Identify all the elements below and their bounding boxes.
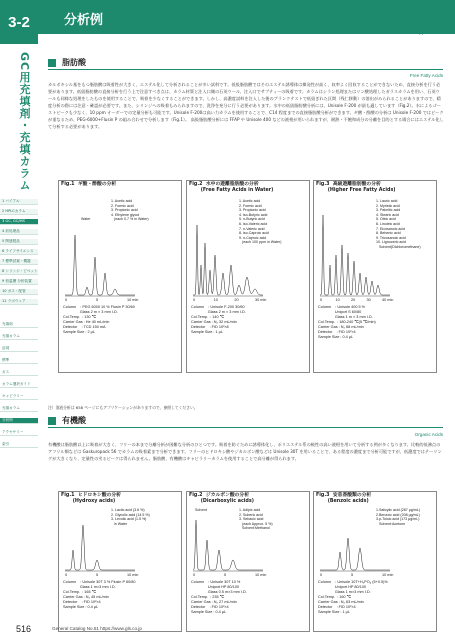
square-icon [48,417,56,425]
x-tick-label: 30 min [255,298,267,302]
sidebar-item[interactable]: 3 GC, GC/MS [0,219,38,225]
solvent-label: Solvent [195,508,207,512]
peak-list: 1. Lactic acid (3.6 %) 2. Glycolic acid (14.5 %) 3. Levulic acid (1.5 %) in Water [111,508,150,526]
page-number: 516 [16,624,32,634]
x-tick-label: 10 min [382,573,394,577]
conditions: Column : PEG 6000 10 % Flusin P 30/60 Glass 2 m × 3 mm I.D. Col.Temp. : 130 ℃ Carrier Gas : He 40 mL/min Detector : TCD 150 mA Sample Size : 2 μL [63,305,135,334]
water-label: Water [81,217,91,221]
chromatogram-trace [65,235,135,295]
sidebar-item[interactable]: 充填カラム [0,406,38,412]
x-tick-label: 5 [96,298,99,302]
sidebar-item[interactable]: ガス [0,370,38,376]
sidebar-item[interactable]: 充填カラム [0,334,38,340]
section-subtitle: Free Fatty Acids [409,73,443,78]
catalog-footer: General Catalog No.51 https://www.gls.co.jp [52,626,142,631]
x-tick-label: 0 [320,573,323,577]
chapter-number: 3-2 [0,0,38,44]
figure-2 [186,180,310,373]
chromatogram-trace [65,525,135,570]
x-tick-label: 5 [224,573,227,577]
sidebar-item[interactable]: 6 ライフサイエンス [0,249,38,255]
section-subtitle: Organic Acids [414,432,443,437]
sidebar-item[interactable]: 11 ラボウェア [0,299,38,305]
sidebar-item[interactable]: 5 関連製品 [0,239,38,245]
peak-list: 1. Acetic acid 2. Formic acid 3. Propionic acid 4. iso-Butyric acid 5. n-Butyric acid 6. iso-Valeric acid 7. n-Valeric acid 8. iso-Caproic acid 9. n-Caproic acid (each 100 ppm in Water) [239,199,282,245]
figure-title: Fig.1 ヒドロキシ酸の分析 (Hydroxy acids) [61,493,121,504]
figure-3 [313,491,437,632]
note-text: 注）溶液分析は 658 ページにもアプリケーションがありますので、参照してください。 [48,405,198,410]
page-title: 分析例 [64,13,104,28]
sidebar-item[interactable]: 索引 [0,442,38,448]
sidebar-item[interactable]: 7 標準試薬・機器 [0,259,38,265]
x-tick-label: 10 [213,298,218,302]
conditions: Column : Unisole 400 5 % Uniport S 60/80 Glass 1 m × 3 mm I.D. Col.Temp. : 180-240 ℃(5 ℃/min) Carrier Gas : N₂ 68 mL/min Detector : FID 10²×4 Sample Size : 0.4 μL [318,305,376,339]
sidebar-item[interactable]: 溶剤 [0,346,38,352]
figure-title: Fig.1 ギ酸・酢酸の分析 [61,182,117,187]
sidebar-item[interactable]: 充填剤 [0,322,38,328]
conditions: Column : Unisole F-200 30/60 Glass 2 m × 3 mm I.D. Col.Temp. : 140 ℃ Carrier Gas : N₂ 32 mL/min Detector : FID 10²×8 Sample Size : 1 μL [191,305,246,334]
x-tick-label: 5 [96,573,99,577]
figure-title: Fig.3 安息香酸類の分析 (Benzoic acids) [316,493,372,504]
section-header-fatty-acids [48,57,443,70]
sidebar-item[interactable]: アクセサリー [0,430,38,436]
x-tick-label: 0 [193,573,196,577]
square-icon [48,59,56,67]
x-tick-label: 10 min [127,298,139,302]
peak-list: 1. Adipic acid 2. Suberic acid 3. Sebacic acid (each Approx. 5 %) Solvent:Methanol [239,508,273,531]
sidebar-item[interactable]: 8 シリンジ・ピペット [2,269,38,273]
x-tick-label: 20 [234,298,239,302]
sidebar-item[interactable]: キャピラリー [0,394,38,400]
sidebar-item[interactable]: 1 バイアル [0,199,38,205]
x-tick-label: 10 [335,298,340,302]
x-tick-label: 0 [65,298,68,302]
section-text: 有機酸は脂肪酸以上に吸着が大きく、フリーの本まで分離分析が困難な分析のひとつです。吸着を防ぐために誘導体化し、ポリエステル系の極性の高い液相を用いて分析する例が多くなります。比較的低沸点のアフリル類などは Gaskuropack 56 でカラムの吸着素まで分析できます。フリーのヒドロキシ酸やジカルボン酸などは Unisole 30T を用いることで、ある程度の濃度まで分析可能ですが、低濃度ではテーリングが大きくなり、定量性の劣るピークは得られません。脂肪酸、有機酸はキャピラリーカラムを使用することで高分離が得られます。 [48,442,442,461]
x-tick-label: 5 [351,573,354,577]
section-title: 脂肪酸 [62,58,86,67]
figure-title: Fig.2 ジカルボン酸の分析 (Dicarboxylic acids) [189,493,254,504]
chapter-vertical-title: GC用充填剤・充填カラム [18,52,31,192]
figure-title: Fig.2 水中の遊離脂肪酸の分析 (Free Fatty Acids in Water) [189,182,274,193]
x-tick-label: 0 [65,573,68,577]
figure-title: Fig.3 高級遊離脂肪酸の分析 (Higher Free Fatty Acids) [316,182,396,193]
x-tick-label: 20 [351,298,356,302]
peak-list: 1.Salicylic acid (287 μg/mL) 2.Benzoic acid (208 μg/mL) 3.p-Toluic acid (173 μg/mL) Solvent:Acetone [376,508,421,526]
conditions: Column : Unisole 10T+H₃PO₄ (5+0.5)% Uniport HP 80/100 Glass 1 m×3 mm I.D. Col.Temp. : 160 ℃ Carrier Gas : N₂ 63 mL/min Detector : FID 10²×4 Sample Size : 1 μL [318,580,388,614]
sidebar-item[interactable]: 4 前処理品 [0,229,38,235]
figure-3 [313,180,437,373]
peak-list: 1. Lauric acid 2. Myristic acid 3. Palmitic acid 4. Stearic acid 5. Oleic acid 6. Linoleic acid 7. Eicosanoic acid 8. Behenic acid 9. Tricosanoic acid 10. Lignoceric acid Solvent(Dichloromethane) [376,199,421,249]
peak-list: 1. Acetic acid 2. Formic acid 3. Propionic acid 4. Ethylene glycol (each 0.7 % in Water) [111,199,149,222]
sidebar-item[interactable]: 標準 [0,358,38,364]
sidebar-item[interactable]: 10 ガス・配管 [0,289,38,295]
x-tick-label: 10 min [127,573,139,577]
x-tick-label: 0 [320,298,323,302]
figure-2 [186,491,310,632]
sidebar-item[interactable]: カラム選択ガイド [0,382,38,388]
x-tick-label: 10 min [255,573,267,577]
conditions: Column : Unisole 30T 3 % Flusin P 60/80 Glass 1 m×3 mm I.D. Col.Temp. : 165 ℃ Carrier Gas : N₂ 45 mL/min Detector : FID 10²×4 Sample Size : 0.4 μL [63,580,136,609]
sidebar-item[interactable]: 2 HPLCカラム [0,209,38,215]
section-text: カルボキシル基をもつ脂肪酸は吸着性が大きく、エステル化して分析されることが多い試料です。低級脂肪酸ではそのエステル誘導体は揮発性が高く、収率よく回収することができないため、直接分析を行う必要があります。低級脂肪酸の直接分析を行う上で注意すべき点は、カラム材質と注入口側の石英ウール、注入口でサプティーの吸着です。カラムはシラン処理またはリン酸処理したガラスカラムを用い、石英ウールも同様な処理をしたものを使用することで、吸着を少なくすることができます。しかし、高濃度試料を注入した後のブランクテストで低級ぎれた区間（残仁移動）の溶出がみられることがありますので、精度分析の際には注意・確認が必要です。また、シリンジへの吸着もみられますので、洗浄を充分に行う必要があります。水中の低級脂肪酸分析には、Unisole F-200 が最も適しています（Fig.2）。水によるゴーストピークも少なく、10 ppm オーダーでの定量分析も可能です。Unisole F-200は高い力カラムを使用することで、C14 程度までの直接脂肪酸分析ができます。ギ酸・酢酸の分析は Unisole F-200 ではピークが重なるため、PEG-6000+Flusin P の組み合わせで分析します（Fig.1）。 高級脂肪酸分析には FFAP や Unisole 400 などの液相が用いられますが、耐熱・不飽和成分の分離を目的とする場合にはエステル化して分析する必要があります。 [48,82,444,129]
figure-1 [58,180,182,373]
section-header-organic-acids [48,415,443,428]
sidebar-item[interactable]: 9 恒温槽 分析装置 [0,279,38,285]
sidebar-item[interactable]: 分析例 [0,418,38,424]
x-tick-label: 30 [366,298,371,302]
x-tick-label: 0 [193,298,196,302]
chapter-sidebar [0,0,38,644]
section-title: 有機酸 [62,416,86,425]
applications-label: Applications [416,30,443,36]
figure-1 [58,491,182,632]
conditions: Column : Unisole 30T 10 % Uniport HP 80/100 Glass 0.5 m×3 mm I.D. Col.Temp. : 235 ℃ Carrier Gas : N₂ 27 mL/min Detector : FID 10²×4 Sample Size : 0.4 μL [191,580,247,614]
x-tick-label: 40 min [382,298,394,302]
chromatogram-trace [320,538,390,570]
